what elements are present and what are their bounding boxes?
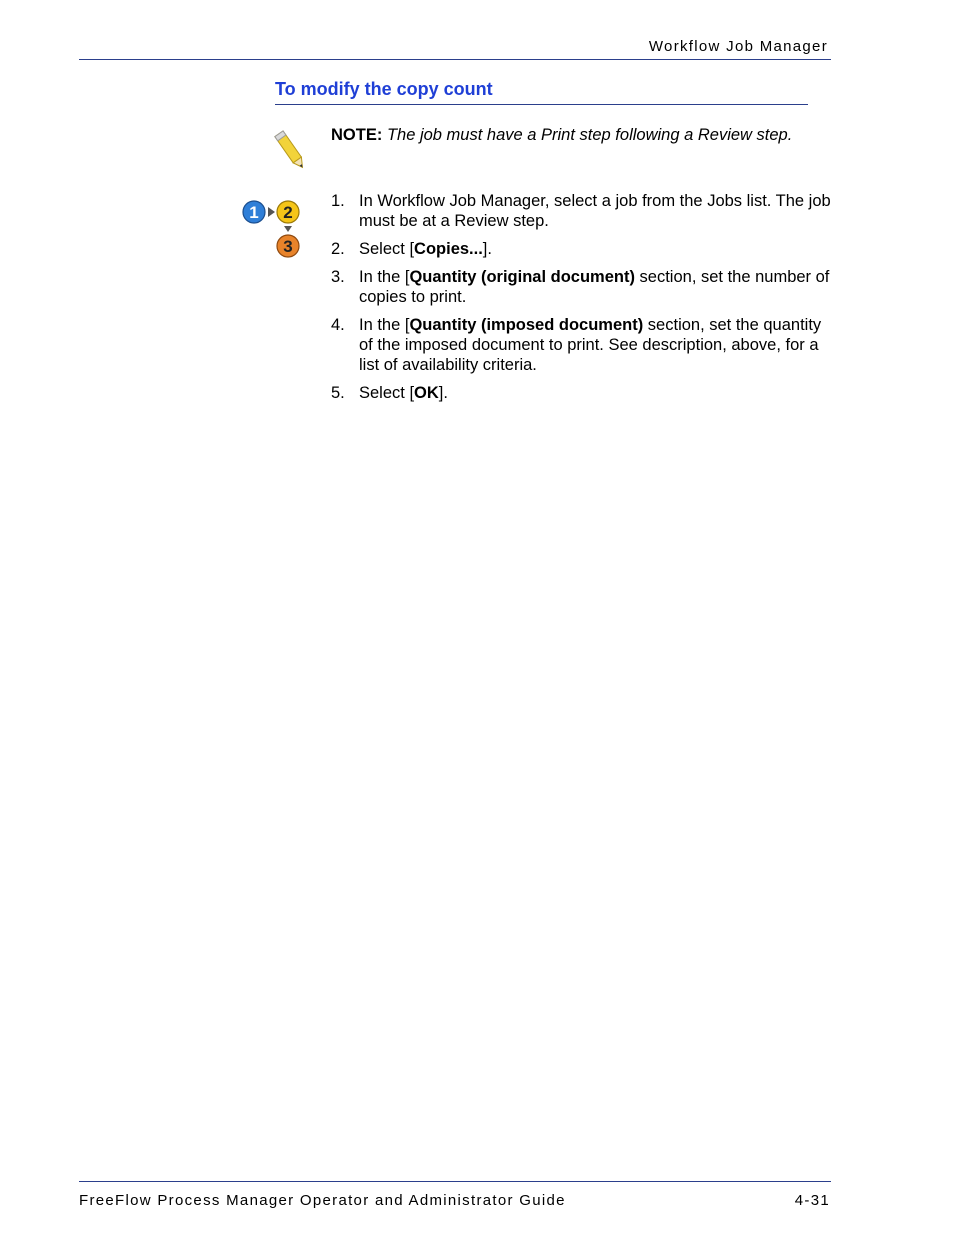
step-ui-label: Quantity (imposed document) <box>409 316 644 334</box>
arrow-right-icon <box>268 207 275 217</box>
heading-rule <box>275 104 808 105</box>
step-text-tail: ]. <box>438 384 448 402</box>
step-three-digit: 3 <box>283 237 293 256</box>
footer-guide-title: FreeFlow Process Manager Operator and Administrator Guide <box>79 1192 566 1209</box>
step-number: 3. <box>331 268 345 286</box>
note-text: The job must have a Print step following a Review step. <box>386 126 793 144</box>
step-number: 2. <box>331 240 345 258</box>
step-two-digit: 2 <box>283 203 293 222</box>
note-label: NOTE: <box>331 126 383 144</box>
step-item <box>331 267 831 307</box>
step-text: In Workflow Job Manager, select a job from the Jobs list. The job must be at a Review step. <box>359 192 831 230</box>
step-text-tail: section, set the quantity of the imposed document to print. See description, above, for a list of availability criteria. <box>359 316 822 374</box>
note <box>331 125 831 145</box>
steps-icon <box>240 197 304 261</box>
step-ui-label: OK <box>414 384 439 402</box>
step-number: 4. <box>331 316 345 334</box>
step-text: Select [ <box>359 384 415 402</box>
step-number: 5. <box>331 384 345 402</box>
arrow-down-icon <box>284 226 292 232</box>
step-text: In the [ <box>359 316 410 334</box>
footer-rule <box>79 1181 831 1182</box>
step-item <box>331 239 831 259</box>
step-text-tail: section, set the number of copies to print. <box>359 268 830 306</box>
running-header: Workflow Job Manager <box>648 38 828 55</box>
header-rule <box>79 59 831 60</box>
step-item <box>331 191 831 231</box>
step-item <box>331 383 831 403</box>
step-one-digit: 1 <box>249 203 259 222</box>
step-text: In the [ <box>359 268 410 286</box>
step-text-tail: ]. <box>482 240 492 258</box>
pencil-icon <box>272 128 310 174</box>
step-text: Select [ <box>359 240 415 258</box>
section-heading: To modify the copy count <box>275 79 493 99</box>
procedure-steps <box>331 191 831 411</box>
step-ui-label: Copies... <box>414 240 483 258</box>
step-number: 1. <box>331 192 345 210</box>
step-item <box>331 315 831 375</box>
page-number: 4-31 <box>794 1192 830 1209</box>
step-ui-label: Quantity (original document) <box>409 268 635 286</box>
